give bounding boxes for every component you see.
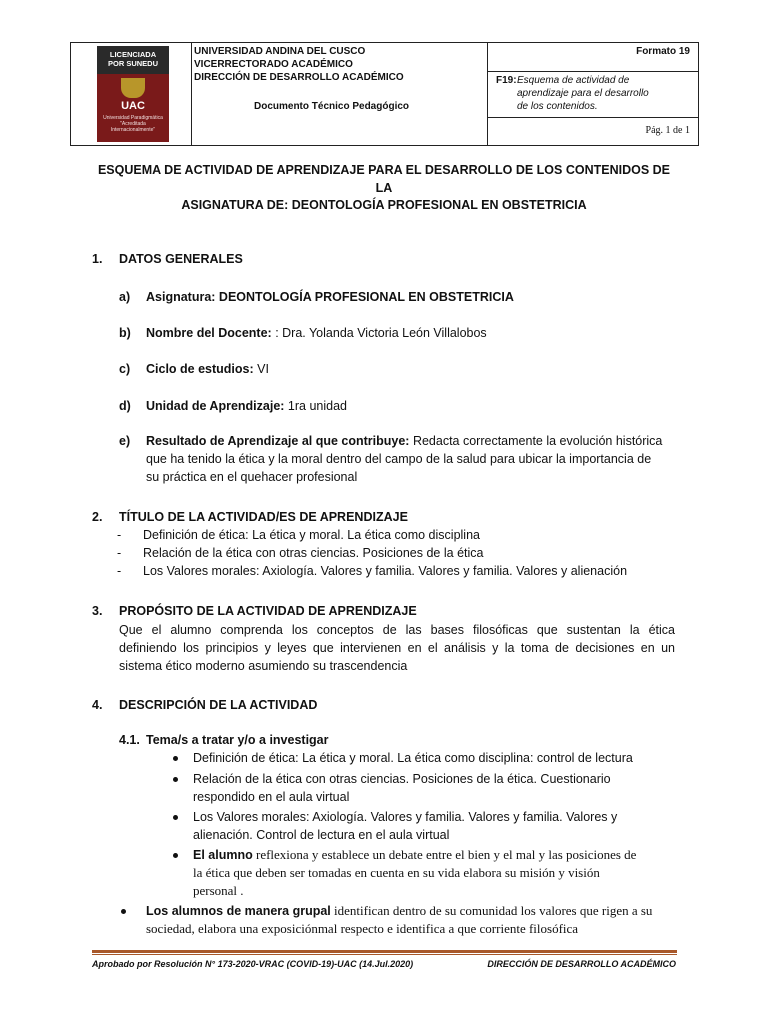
item-e-value: su práctica en el quehacer profesional	[146, 470, 358, 484]
item-e-value: que ha tenido la ética y la moral dentro del campo de la salud para ubicar la importancia de	[146, 452, 652, 466]
section-3-heading: PROPÓSITO DE LA ACTIVIDAD DE APRENDIZAJE	[119, 604, 417, 618]
purpose-line: Que el alumno comprenda los conceptos de las bases filosóficas que sustentan la ética	[119, 623, 675, 637]
subsection-number: 4.1.	[119, 733, 140, 747]
logo-subtitle	[97, 115, 169, 133]
topic-item	[146, 902, 652, 938]
item-c-label: Ciclo de estudios:	[146, 362, 258, 376]
list-item-text: Relación de la ética con otras ciencias. Posiciones de la ética	[143, 546, 484, 560]
institution-line: UNIVERSIDAD ANDINA DEL CUSCO	[194, 46, 366, 57]
item-e-value: Redacta correctamente la evolución histórica	[412, 434, 663, 448]
section-2-heading: TÍTULO DE LA ACTIVIDAD/ES DE APRENDIZAJE	[119, 510, 408, 524]
divider	[487, 117, 698, 118]
list-item-text: Definición de ética: La ética y moral. La ética como disciplina	[143, 528, 480, 542]
logo-name: UAC	[121, 100, 145, 112]
title-line: LA	[375, 180, 393, 195]
topic-line: personal .	[193, 883, 244, 898]
title-line: ESQUEMA DE ACTIVIDAD DE APRENDIZAJE PARA EL DESARROLLO DE LOS CONTENIDOS DE	[97, 163, 671, 177]
section-2-number: 2.	[92, 510, 103, 524]
divider	[487, 71, 698, 72]
crest-icon	[121, 78, 145, 98]
topic-line: Los Valores morales: Axiología. Valores y familia. Valores y familia. Valores y	[193, 810, 618, 824]
item-b-value: : Dra. Yolanda Victoria León Villalobos	[275, 326, 487, 340]
topic-item	[193, 808, 617, 844]
item-d-label: Unidad de Aprendizaje:	[146, 399, 288, 413]
doc-type: Documento Técnico Pedagógico	[254, 101, 410, 112]
header-table	[70, 42, 699, 146]
bullet-icon	[121, 909, 126, 914]
item-a-marker: a)	[119, 290, 131, 304]
logo-band-line: POR SUNEDU	[107, 59, 158, 68]
item-c-marker: c)	[119, 362, 131, 376]
footer-rule	[92, 950, 677, 953]
institution-line: DIRECCIÓN DE DESARROLLO ACADÉMICO	[194, 72, 404, 83]
topic-text: identifican dentro de su comunidad los valores que rigen a su	[330, 903, 653, 918]
section-4-heading: DESCRIPCIÓN DE LA ACTIVIDAD	[119, 698, 318, 712]
topic-line: Relación de la ética con otras ciencias. Posiciones de la ética. Cuestionario	[193, 772, 611, 786]
topic-line: alienación. Control de lectura en el aula virtual	[193, 828, 450, 842]
item-d-marker: d)	[119, 399, 131, 413]
topic-bold: Los alumnos de manera grupal	[146, 904, 331, 918]
document-title	[0, 162, 768, 215]
f19-desc-line: de los contenidos.	[517, 101, 598, 112]
section-4-number: 4.	[92, 698, 103, 712]
f19-description	[517, 74, 649, 113]
item-e	[146, 432, 662, 486]
logo-subtitle-line: Universidad Paradigmática	[103, 115, 163, 121]
topic-bold: El alumno	[193, 848, 253, 862]
item-d	[146, 397, 347, 415]
page-number: Pág. 1 de 1	[645, 125, 690, 136]
item-e-label: Resultado de Aprendizaje al que contribuye:	[146, 434, 413, 448]
item-b-label: Nombre del Docente:	[146, 326, 276, 340]
f19-desc-line: aprendizaje para el desarrollo	[517, 88, 649, 99]
logo-band-line: LICENCIADA	[109, 50, 157, 59]
logo-subtitle-line: Internacionalmente"	[110, 127, 156, 133]
bullet-icon	[173, 777, 178, 782]
footer-approval: Aprobado por Resolución N° 173-2020-VRAC (COVID-19)-UAC (14.Jul.2020)	[92, 959, 414, 969]
university-logo	[97, 46, 169, 142]
item-a-label: Asignatura: DEONTOLOGÍA PROFESIONAL EN OBSTETRICIA	[146, 290, 514, 304]
logo-band	[97, 46, 169, 74]
section-1-heading: DATOS GENERALES	[119, 252, 243, 266]
topic-text: reflexiona y establece un debate entre el bien y el mal y las posiciones de	[252, 847, 637, 862]
format-label: Formato 19	[636, 46, 690, 57]
section-1-number: 1.	[92, 252, 103, 266]
divider	[191, 43, 192, 145]
topic-item	[193, 846, 636, 900]
topic-line: respondido en el aula virtual	[193, 790, 350, 804]
item-b-marker: b)	[119, 326, 131, 340]
institution-block	[194, 45, 404, 84]
item-d-value: 1ra unidad	[287, 399, 347, 413]
item-e-marker: e)	[119, 434, 131, 448]
divider	[487, 43, 488, 145]
bullet-icon	[173, 756, 178, 761]
purpose-paragraph	[119, 621, 675, 675]
purpose-line: definiendo los principios y leyes que intervienen en el análisis y la toma de decisiones en un	[119, 641, 675, 655]
footer-department: DIRECCIÓN DE DESARROLLO ACADÉMICO	[487, 959, 676, 969]
institution-line: VICERRECTORADO ACADÉMICO	[194, 59, 353, 70]
footer-rule	[92, 954, 677, 955]
f19-desc-line: Esquema de actividad de	[517, 75, 630, 86]
bullet-icon	[173, 815, 178, 820]
topic-item	[193, 770, 611, 806]
item-c-value: VI	[257, 362, 269, 376]
logo-subtitle-line: "Acreditada	[120, 121, 146, 127]
topic-item: Definición de ética: La ética y moral. La ética como disciplina: control de lectura	[193, 751, 633, 765]
item-a	[146, 288, 514, 306]
title-line: ASIGNATURA DE: DEONTOLOGÍA PROFESIONAL EN OBSTETRICIA	[181, 198, 587, 212]
purpose-line: sistema ético moderno asumiendo su trascendencia	[119, 659, 408, 673]
subsection-heading: Tema/s a tratar y/o a investigar	[146, 733, 329, 747]
bullet-icon	[173, 853, 178, 858]
section-3-number: 3.	[92, 604, 103, 618]
topic-line: la ética que deben ser tomadas en cuenta en su vida elabora su misión y visión	[193, 865, 600, 880]
item-c	[146, 360, 269, 378]
item-b	[146, 324, 487, 342]
list-item-text: Los Valores morales: Axiología. Valores y familia. Valores y familia. Valores y alienación	[143, 564, 628, 578]
f19-code: F19:	[496, 75, 517, 86]
topic-line: sociedad, elabora una exposiciónmal respecto e identifica a que corriente filosófica	[146, 921, 579, 936]
